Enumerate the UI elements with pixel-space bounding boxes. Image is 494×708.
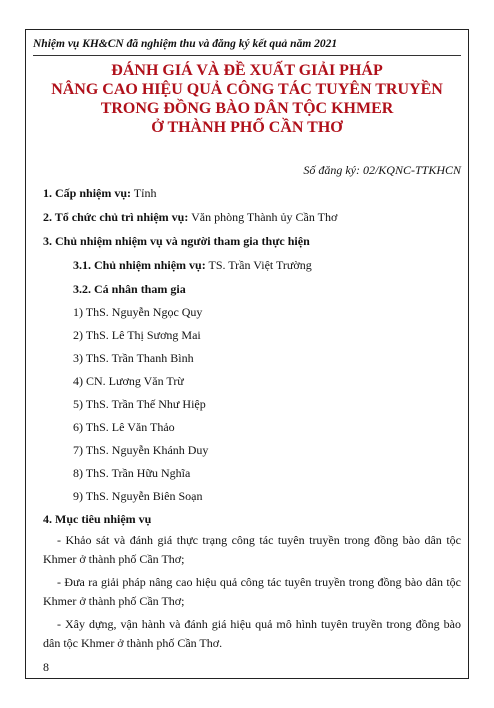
participant-item: 3) ThS. Trần Thanh Bình bbox=[73, 351, 194, 365]
participant-item: 7) ThS. Nguyễn Khánh Duy bbox=[73, 443, 209, 457]
title-line: ĐÁNH GIÁ VÀ ĐỀ XUẤT GIẢI PHÁP bbox=[111, 62, 383, 79]
section-4-heading: 4. Mục tiêu nhiệm vụ bbox=[43, 512, 152, 526]
participant-item: 8) ThS. Trần Hữu Nghĩa bbox=[73, 466, 191, 480]
running-header: Nhiệm vụ KH&CN đã nghiệm thu và đăng ký kết quả năm 2021 bbox=[33, 38, 338, 50]
participant-item: 6) ThS. Lê Văn Thảo bbox=[73, 420, 175, 434]
section-3-1 bbox=[73, 258, 312, 273]
participant-item: 1) ThS. Nguyễn Ngọc Quy bbox=[73, 305, 203, 319]
section-2-value: Văn phòng Thành ủy Cần Thơ bbox=[188, 210, 338, 224]
title-line: Ở THÀNH PHỐ CẦN THƠ bbox=[151, 119, 343, 136]
section-1-value: Tỉnh bbox=[131, 186, 157, 200]
page-number: 8 bbox=[43, 660, 49, 674]
section-3-1-value: TS. Trần Việt Trường bbox=[205, 258, 312, 272]
section-3-heading: 3. Chủ nhiệm nhiệm vụ và người tham gia thực hiện bbox=[43, 234, 310, 248]
section-2 bbox=[43, 210, 337, 225]
participant-item: 9) ThS. Nguyễn Biên Soạn bbox=[73, 489, 203, 503]
section-1-label: 1. Cấp nhiệm vụ: bbox=[43, 186, 132, 200]
participant-item: 5) ThS. Trần Thế Như Hiệp bbox=[73, 397, 206, 411]
section-1 bbox=[43, 186, 156, 201]
header-rule bbox=[33, 55, 461, 56]
section-3-2-heading: 3.2. Cá nhân tham gia bbox=[73, 282, 186, 296]
participant-item: 4) CN. Lương Văn Trừ bbox=[73, 374, 184, 388]
title-line: TRONG ĐỒNG BÀO DÂN TỘC KHMER bbox=[100, 100, 394, 117]
objective-paragraph: - Đưa ra giải pháp nâng cao hiệu quả công tác tuyên truyền trong đồng bào dân tộc Khmer ở thành phố Cần Thơ; bbox=[43, 575, 461, 608]
participant-item: 2) ThS. Lê Thị Sương Mai bbox=[73, 328, 201, 342]
section-3-1-label: 3.1. Chủ nhiệm nhiệm vụ: bbox=[73, 258, 206, 272]
title-line: NÂNG CAO HIỆU QUẢ CÔNG TÁC TUYÊN TRUYỀN bbox=[51, 81, 443, 98]
objective-paragraph: - Xây dựng, vận hành và đánh giá hiệu quả mô hình tuyên truyền trong đồng bào dân tộc Khmer ở thành phố Cần Thơ. bbox=[43, 617, 461, 650]
objective-paragraph: - Khảo sát và đánh giá thực trạng công tác tuyên truyền trong đồng bào dân tộc Khmer ở thành phố Cần Thơ; bbox=[43, 533, 461, 566]
registration-number: Số đăng ký: 02/KQNC-TTKHCN bbox=[303, 163, 461, 177]
document-title bbox=[33, 61, 461, 137]
section-2-label: 2. Tổ chức chủ trì nhiệm vụ: bbox=[43, 210, 189, 224]
